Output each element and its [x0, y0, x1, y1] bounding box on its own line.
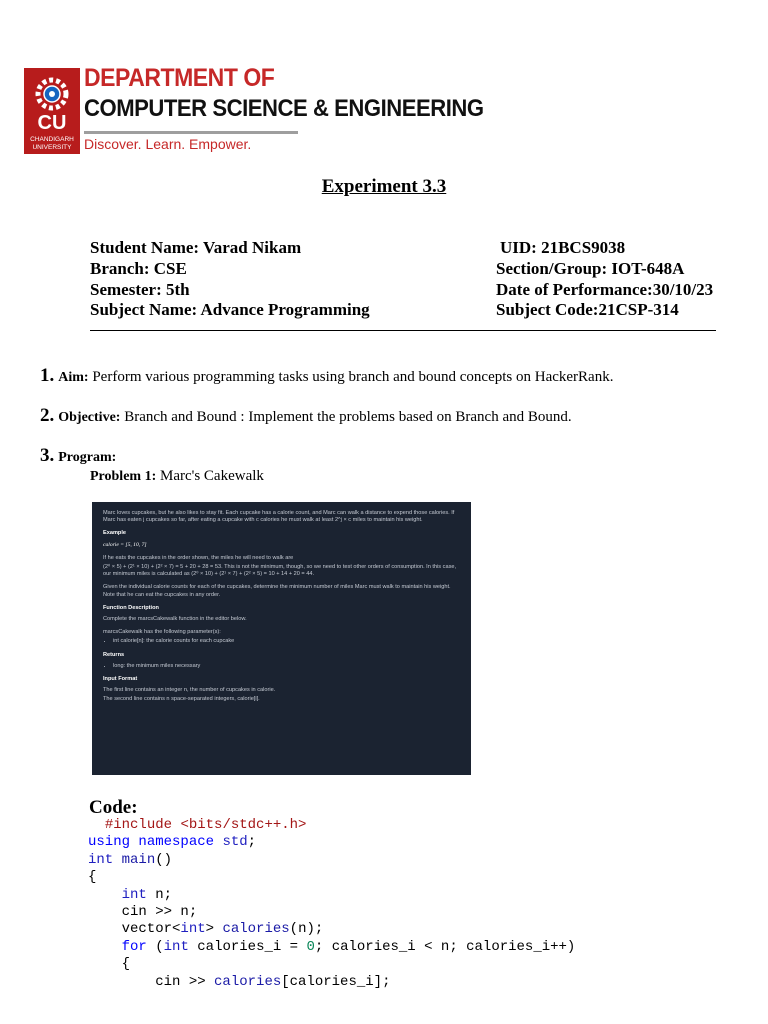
code-line: cin >> n;: [88, 904, 198, 921]
university-logo: [24, 68, 80, 154]
problem-title: Marc's Cakewalk: [159, 468, 264, 484]
code-line: int main(): [88, 851, 173, 868]
example-calculation: (2⁰ × 5) + (2¹ × 10) + (2² × 7) = 5 + 20 + 28 = 53. This is not the minimum, though, so we need to test other orders of consumption. In this case, our minimum miles is calculated as (2⁰ × 10) + (2¹ × 7) + (2² × 5) = 10 + 14 + 20 = 44.: [103, 564, 457, 578]
subject-code: Subject Code:21CSP-314: [496, 300, 679, 319]
tagline: Discover. Learn. Empower.: [84, 136, 252, 152]
input-format-heading: Input Format: [103, 676, 138, 683]
department-title-line1: DEPARTMENT OF: [84, 64, 275, 92]
item-number: 2.: [40, 405, 55, 426]
returns-heading: Returns: [103, 651, 125, 658]
aim-item: [40, 365, 613, 387]
code-line: #include <bits/stdc++.h>: [104, 817, 307, 833]
student-name: Student Name: Varad Nikam: [90, 238, 302, 257]
uid: UID: 21BCS9038: [500, 238, 626, 257]
item-text: Perform various programming tasks using branch and bound concepts on HackerRank.: [92, 369, 614, 385]
program-item: [40, 445, 116, 467]
item-number: 3.: [40, 445, 55, 466]
department-title-line2: COMPUTER SCIENCE & ENGINEERING: [84, 95, 484, 122]
problem-label: Problem 1:: [90, 469, 157, 484]
code-line: using namespace std;: [88, 834, 257, 851]
subject-name: Subject Name: Advance Programming: [90, 300, 370, 319]
code-line: int n;: [121, 886, 173, 903]
returns-list: [103, 663, 463, 670]
item-text: Branch and Bound : Implement the problems based on Branch and Bound.: [124, 409, 572, 425]
function-description-heading: Function Description: [103, 604, 159, 611]
code-block: [88, 817, 575, 991]
task-text: Given the individual calorie counts for each of the cupcakes, determine the minimum number of miles Marc must walk to maintain his weight. Note that he can eat the cupcakes in any order.: [103, 584, 451, 598]
section-group: Section/Group: IOT-648A: [496, 259, 685, 278]
section-separator: [90, 330, 716, 331]
function-description-text: Complete the marcsCakewalk function in the editor below.: [103, 616, 247, 623]
code-line: for (int calories_i = 0; calories_i < n; calories_i++): [121, 938, 576, 955]
list-item: • int calorie[n]: the calorie counts for each cupcake: [113, 638, 463, 645]
header-divider: [84, 131, 298, 134]
problem-statement: Marc loves cupcakes, but he also likes to stay fit. Each cupcake has a calorie count, and Marc can walk a distance to expend those calories. If Marc has eaten j cupcakes so far, after eating a cupcake with c calories he must walk at least 2^j × c miles to maintain his weight.: [103, 510, 455, 524]
problem-heading: [90, 468, 264, 485]
code-line: vector<int> calories(n);: [88, 921, 324, 938]
example-text: If he eats the cupcakes in the order shown, the miles he will need to walk are: [103, 554, 294, 561]
code-heading: Code:: [89, 797, 138, 818]
input-format-line1: The first line contains an integer n, the number of cupcakes in calorie.: [103, 687, 276, 694]
item-label: Objective:: [58, 410, 121, 425]
example-value: calorie = [5, 10, 7]: [103, 541, 147, 548]
logo-text: CU: [37, 112, 67, 134]
parameters-text: marcsCakewalk has the following parameter(s):: [103, 629, 221, 636]
logo-subtext: CHANDIGARH UNIVERSITY: [30, 136, 74, 151]
date-of-performance: Date of Performance:30/10/23: [496, 280, 714, 299]
code-line: {: [88, 956, 131, 973]
list-item: • long: the minimum miles necessary: [113, 663, 463, 670]
example-heading: Example: [103, 530, 127, 537]
semester: Semester: 5th: [90, 280, 190, 299]
item-label: Aim:: [58, 370, 89, 385]
objective-item: [40, 405, 572, 427]
gear-emblem-icon: [32, 74, 72, 114]
item-number: 1.: [40, 365, 55, 386]
code-line: cin >> calories[calories_i];: [88, 973, 391, 990]
input-format-line2: The second line contains n space-separated integers, calorie[i].: [103, 696, 260, 703]
item-label: Program:: [58, 450, 117, 465]
experiment-title: Experiment 3.3: [321, 176, 447, 197]
parameters-list: [103, 638, 463, 645]
branch: Branch: CSE: [90, 259, 187, 278]
problem-screenshot: [92, 502, 471, 775]
code-line: {: [88, 869, 97, 886]
